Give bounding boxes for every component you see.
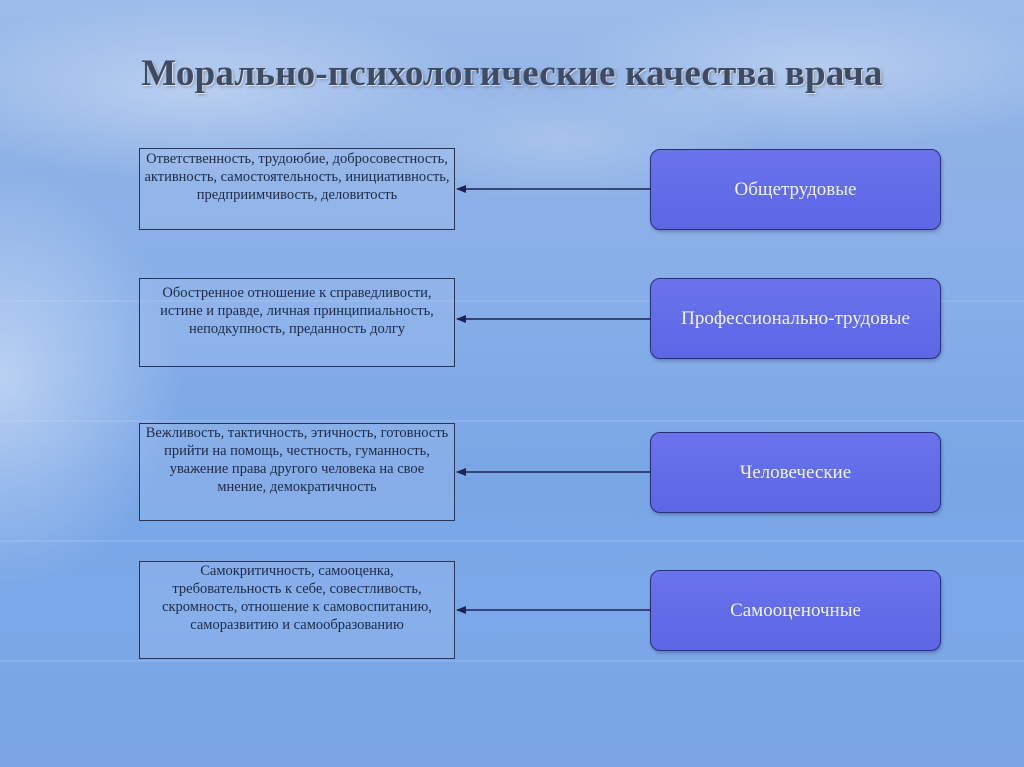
category-box-human bbox=[650, 432, 941, 513]
category-label: Человеческие bbox=[739, 461, 852, 483]
description-box-self-assessment: Самокритичность, самооценка, требовательность к себе, совестливость, скромность, отношение к самовоспитанию, саморазвитию и самообразованию bbox=[139, 561, 455, 659]
description-box-general-labor: Ответственность, трудоюбие, добросовестность, активность, самостоятельность, инициативность, предприимчивость, деловитость bbox=[139, 148, 455, 230]
category-box-professional-labor bbox=[650, 278, 941, 359]
description-box-human: Вежливость, тактичность, этичность, готовность прийти на помощь, честность, гуманность, уважение права другого человека на свое мнение, демократичность bbox=[139, 423, 455, 521]
category-box-general-labor bbox=[650, 149, 941, 230]
slide-title: Морально-психологические качества врача bbox=[141, 53, 883, 94]
category-box-self-assessment bbox=[650, 570, 941, 651]
category-label: Самооценочные bbox=[730, 599, 861, 621]
category-label: Общетрудовые bbox=[734, 178, 857, 200]
category-label: Профессионально-трудовые bbox=[681, 307, 910, 329]
description-box-professional-labor: Обостренное отношение к справедливости, истине и правде, личная принципиальность, неподкупность, преданность долгу bbox=[139, 278, 455, 367]
